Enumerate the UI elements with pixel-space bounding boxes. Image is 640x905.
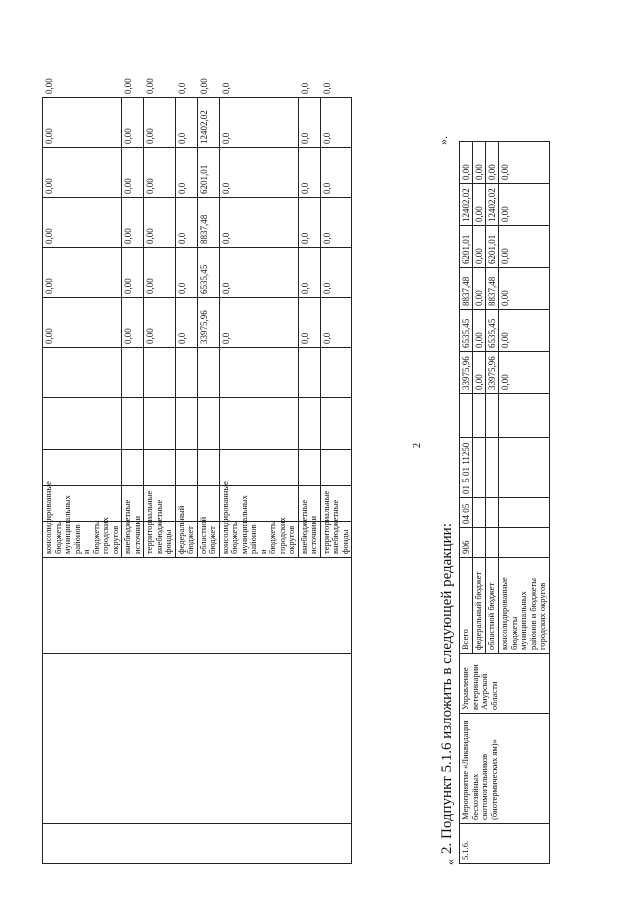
opening-quote: «: [443, 858, 457, 865]
empty-cell: [460, 393, 473, 437]
value-cell: 0,0: [219, 247, 298, 297]
table-row: [460, 141, 473, 863]
section-heading: 2. Подпункт 5.1.6 изложить в следующей редакции:: [439, 522, 455, 854]
value-cell: 0,00: [122, 197, 144, 247]
value-cell: 8837,48: [197, 197, 219, 247]
value-cell: 0,00: [43, 147, 122, 197]
empty-cell: [499, 527, 550, 557]
value-cell: 0,00: [43, 97, 122, 147]
code-cell: [122, 449, 144, 485]
value-cell: 6535,45: [197, 247, 219, 297]
code-cell: [43, 449, 122, 485]
value-cell: 0,0: [320, 197, 352, 247]
empty-cell: [499, 497, 550, 527]
funding-source: консолидированные бюджеты муниципальных районов и бюджеты городских округов: [43, 521, 122, 557]
code-grbs: 906: [460, 527, 473, 557]
empty-cell: [473, 437, 486, 497]
value-cell: 12402,02: [197, 97, 219, 147]
table-row: консолидированные бюджеты муниципальных районов и бюджеты городских округов 0,0 0,0 0,0 0,0 0,0 0,0: [219, 97, 298, 863]
rotated-content: [40, 38, 600, 868]
empty-cell: [473, 393, 486, 437]
value-cell: 0,00: [43, 247, 122, 297]
value-cell: 0,00: [144, 97, 176, 147]
continuation-table-body: [43, 77, 352, 863]
value-cell: 0,0: [320, 297, 352, 347]
funding-source: Всего: [460, 557, 473, 653]
measure-5-1-6-table: [459, 141, 550, 864]
value-cell: 0,00: [473, 309, 486, 351]
code-cell: [175, 397, 197, 449]
value-cell: 0,0: [175, 147, 197, 197]
value-cell: 33975,96: [197, 297, 219, 347]
value-cell: 0,0: [298, 147, 320, 197]
value-cell: 0,0: [175, 97, 197, 147]
measure-number: 5.1.6.: [460, 823, 550, 863]
code-rzpr: 04 05: [460, 497, 473, 527]
table-row: внебюджетные источники 0,00 0,00 0,00 0,00 0,00 0,00: [122, 97, 144, 863]
empty-cell: [486, 393, 499, 437]
empty-cell: [473, 497, 486, 527]
value-cell: 0,00: [499, 309, 550, 351]
table-row: областной бюджет 33975,96 6535,45 8837,48 6201,01 12402,02 0,00: [197, 97, 219, 863]
left-margin-cell: [43, 823, 352, 863]
value-cell: 8837,48: [460, 267, 473, 309]
value-cell: 0,0: [298, 247, 320, 297]
table-row: внебюджетные источники 0,0 0,0 0,0 0,0 0,0 0,0: [298, 97, 320, 863]
code-cell: [43, 397, 122, 449]
funding-source: федеральный бюджет: [473, 557, 486, 653]
funding-source: внебюджетные источники: [122, 521, 144, 557]
value-cell: 0,00: [473, 351, 486, 393]
measure-name-cell: [43, 653, 352, 823]
executor-cell: [43, 557, 352, 653]
value-cell: 0,0: [298, 197, 320, 247]
value-cell: 0,0: [219, 197, 298, 247]
value-cell: [43, 347, 122, 397]
value-cell: 12402,02: [486, 183, 499, 225]
code-cell: [219, 449, 298, 485]
value-cell: 8837,48: [486, 267, 499, 309]
code-cell: [197, 449, 219, 485]
value-cell: 0,0: [320, 97, 352, 147]
empty-cell: [486, 437, 499, 497]
value-cell: 0,00: [144, 297, 176, 347]
closing-quote: ».: [436, 135, 450, 145]
value-cell: 0,00: [144, 147, 176, 197]
code-cell: [175, 449, 197, 485]
code-cell: [298, 397, 320, 449]
empty-cell: [499, 437, 550, 497]
funding-source: областной бюджет: [486, 557, 499, 653]
value-cell: 0,0: [298, 297, 320, 347]
empty-cell: [473, 527, 486, 557]
funding-source: территориальные внебюджетные фонды: [144, 521, 176, 557]
value-cell: 33975,96: [486, 351, 499, 393]
code-csr: 01 5 01 11250: [460, 437, 473, 497]
value-cell: 0,00: [122, 297, 144, 347]
value-cell: 0,00: [499, 141, 550, 183]
code-cell: [298, 449, 320, 485]
value-cell: 0,00: [43, 297, 122, 347]
table-row: консолидированные бюджеты муниципальных районов и бюджеты городских округов 0,00 0,00 0,00 0,00 0,00 0,00: [43, 97, 122, 863]
value-cell: 0,0: [219, 297, 298, 347]
funding-source: областной бюджет: [197, 521, 219, 557]
value-cell: 6201,01: [197, 147, 219, 197]
funding-source: внебюджетные источники: [298, 521, 320, 557]
code-cell: [219, 397, 298, 449]
value-cell: 0,0: [320, 147, 352, 197]
code-cell: [122, 397, 144, 449]
value-cell: 0,00: [499, 267, 550, 309]
value-cell: 0,0: [320, 247, 352, 297]
value-cell: [175, 347, 197, 397]
value-cell: 0,0: [175, 197, 197, 247]
value-cell: 0,00: [144, 197, 176, 247]
value-cell: 0,00: [144, 247, 176, 297]
funding-source: федеральный бюджет: [175, 521, 197, 557]
value-cell: 0,00: [473, 225, 486, 267]
code-cell: [197, 397, 219, 449]
value-cell: 0,00: [473, 267, 486, 309]
value-cell: 0,00: [499, 225, 550, 267]
value-cell: 6535,45: [486, 309, 499, 351]
measure-name: Мероприятие «Ликвидация бесхозяйных скотомогильников (биотермических ям)»: [460, 713, 550, 823]
value-cell: [298, 347, 320, 397]
value-cell: 6201,01: [460, 225, 473, 267]
code-cell: [320, 397, 352, 449]
value-cell: 0,00: [486, 141, 499, 183]
value-cell: 0,0: [219, 97, 298, 147]
page-number: 2: [412, 442, 423, 448]
value-cell: 0,00: [473, 183, 486, 225]
value-cell: [197, 347, 219, 397]
code-cell: [144, 449, 176, 485]
value-cell: 6201,01: [486, 225, 499, 267]
value-cell: 0,00: [122, 247, 144, 297]
funding-source: консолидированные бюджеты муниципальных районов и бюджеты городских округов: [499, 557, 550, 653]
value-cell: 33975,96: [460, 351, 473, 393]
value-cell: 0,0: [175, 297, 197, 347]
funding-source: территориальные внебюджетные фонды: [320, 521, 352, 557]
value-cell: 0,00: [499, 183, 550, 225]
table-row: территориальные внебюджетные фонды 0,00 0,00 0,00 0,00 0,00 0,00: [144, 97, 176, 863]
value-cell: 0,00: [460, 141, 473, 183]
value-cell: 12402,02: [460, 183, 473, 225]
table-row: федеральный бюджет 0,0 0,0 0,0 0,0 0,0 0,0: [175, 97, 197, 863]
value-cell: 0,0: [298, 97, 320, 147]
code-cell: [43, 485, 122, 521]
value-cell: 0,00: [43, 197, 122, 247]
measure-executor: Управление ветеринарии Амурской области: [460, 653, 550, 713]
value-cell: 0,00: [122, 97, 144, 147]
table-row: территориальные внебюджетные фонды 0,0 0,0 0,0 0,0 0,0 0,0: [320, 97, 352, 863]
value-cell: 0,00: [473, 141, 486, 183]
code-cell: [197, 485, 219, 521]
value-cell: 6535,45: [460, 309, 473, 351]
value-cell: [122, 347, 144, 397]
empty-cell: [486, 497, 499, 527]
value-cell: 0,00: [499, 351, 550, 393]
empty-cell: [486, 527, 499, 557]
code-cell: [320, 449, 352, 485]
code-cell: [144, 397, 176, 449]
value-cell: 0,0: [175, 247, 197, 297]
value-cell: [320, 347, 352, 397]
value-cell: 0,0: [219, 147, 298, 197]
funding-source: консолидированные бюджеты муниципальных районов и бюджеты городских округов: [219, 521, 298, 557]
code-cell: [219, 485, 298, 521]
value-cell: [219, 347, 298, 397]
value-cell: 0,00: [122, 147, 144, 197]
value-cell: [144, 347, 176, 397]
empty-cell: [499, 393, 550, 437]
continuation-table: [42, 77, 352, 864]
